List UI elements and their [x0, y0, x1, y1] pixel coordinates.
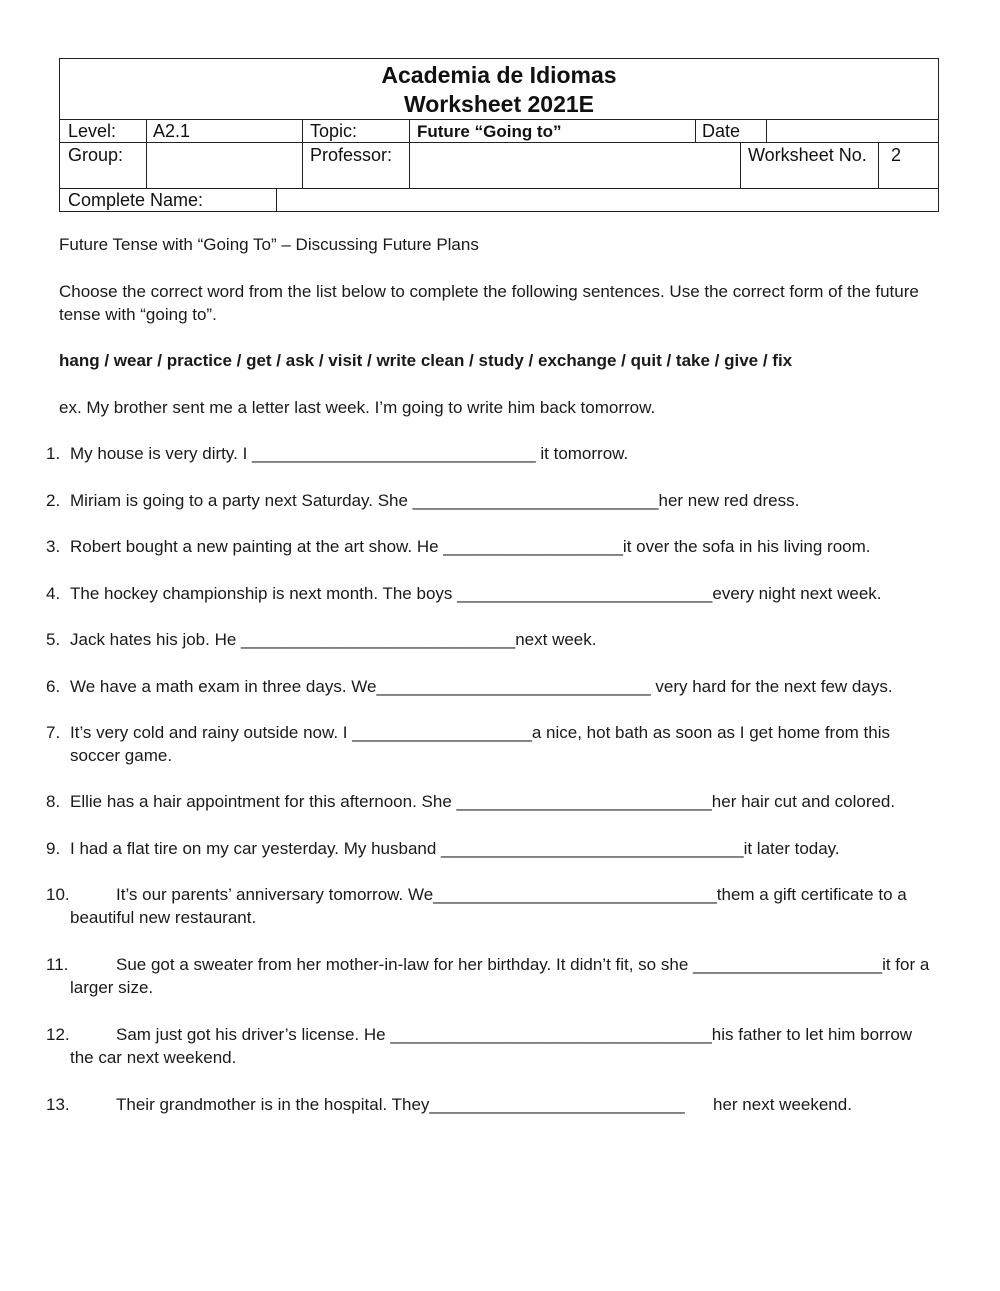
- item-number: 1.: [46, 444, 61, 463]
- group-label: Group:: [68, 145, 124, 165]
- item-text: Ellie has a hair appointment for this afternoon. She ___________________________her hair cut and colored.: [70, 792, 896, 811]
- item-text: We have a math exam in three days. We_____________________________ very hard for the next few days.: [70, 677, 893, 696]
- item-number: 10.: [46, 885, 70, 904]
- subtitle: Future Tense with “Going To” – Discussing Future Plans: [59, 235, 479, 254]
- item-number: 13.: [46, 1095, 70, 1114]
- topic-value: Future “Going to”: [417, 122, 562, 141]
- item-text: Miriam is going to a party next Saturday. She __________________________her new red dress.: [70, 491, 800, 510]
- title-block: [60, 59, 938, 120]
- item-number: 9.: [46, 839, 61, 858]
- divider: [695, 119, 696, 143]
- item-text: Sam just got his driver’s license. He __________________________________his father to let him borrow the car next weekend.: [70, 1025, 913, 1067]
- worksheet-no-label: Worksheet No.: [748, 145, 867, 165]
- item-text: Sue got a sweater from her mother-in-law for her birthday. It didn’t fit, so she ____________________it for a larger size.: [70, 955, 930, 997]
- divider: [146, 119, 147, 189]
- item-number: 3.: [46, 537, 61, 556]
- item-text: I had a flat tire on my car yesterday. My husband ________________________________it later today.: [70, 839, 840, 858]
- item-text: Their grandmother is in the hospital. They___________________________ her next weekend.: [116, 1095, 852, 1114]
- item-number: 5.: [46, 630, 61, 649]
- item-number: 11.: [46, 955, 69, 974]
- divider: [60, 119, 938, 120]
- item-number: 12.: [46, 1025, 70, 1044]
- divider: [409, 119, 410, 189]
- header-table: [59, 58, 939, 212]
- instructions: Choose the correct word from the list below to complete the following sentences. Use the correct form of the future tense with “going to”.: [59, 282, 919, 324]
- item-number: 4.: [46, 584, 61, 603]
- worksheet-title: Worksheet 2021E: [403, 91, 595, 117]
- worksheet-no-value: 2: [891, 145, 902, 165]
- item-number: 8.: [46, 792, 61, 811]
- divider: [878, 142, 879, 189]
- level-value: A2.1: [153, 121, 191, 141]
- item-text: It’s very cold and rainy outside now. I ___________________a nice, hot bath as soon as I get home from this soccer game.: [70, 723, 891, 765]
- item-text: My house is very dirty. I ______________________________ it tomorrow.: [70, 444, 629, 463]
- example-sentence: ex. My brother sent me a letter last week. I’m going to write him back tomorrow.: [59, 398, 656, 417]
- word-list: hang / wear / practice / get / ask / visit / write clean / study / exchange / quit / take / give / fix: [59, 351, 793, 370]
- divider: [766, 119, 767, 143]
- item-number: 2.: [46, 491, 61, 510]
- item-text: It’s our parents’ anniversary tomorrow. We______________________________them a gift certificate to a beautiful new restaurant.: [70, 885, 907, 927]
- item-number: 6.: [46, 677, 61, 696]
- level-label: Level:: [68, 121, 117, 141]
- topic-label: Topic:: [310, 121, 358, 141]
- professor-label: Professor:: [310, 145, 393, 165]
- divider: [740, 142, 741, 189]
- name-label: Complete Name:: [68, 190, 204, 210]
- divider: [302, 119, 303, 189]
- divider: [276, 188, 277, 212]
- item-text: Jack hates his job. He _____________________________next week.: [70, 630, 597, 649]
- item-text: Robert bought a new painting at the art show. He ___________________it over the sofa in his living room.: [70, 537, 871, 556]
- item-number: 7.: [46, 723, 61, 742]
- school-title: Academia de Idiomas: [381, 62, 617, 88]
- date-label: Date: [702, 121, 741, 141]
- item-text: The hockey championship is next month. The boys ___________________________every night next week.: [70, 584, 882, 603]
